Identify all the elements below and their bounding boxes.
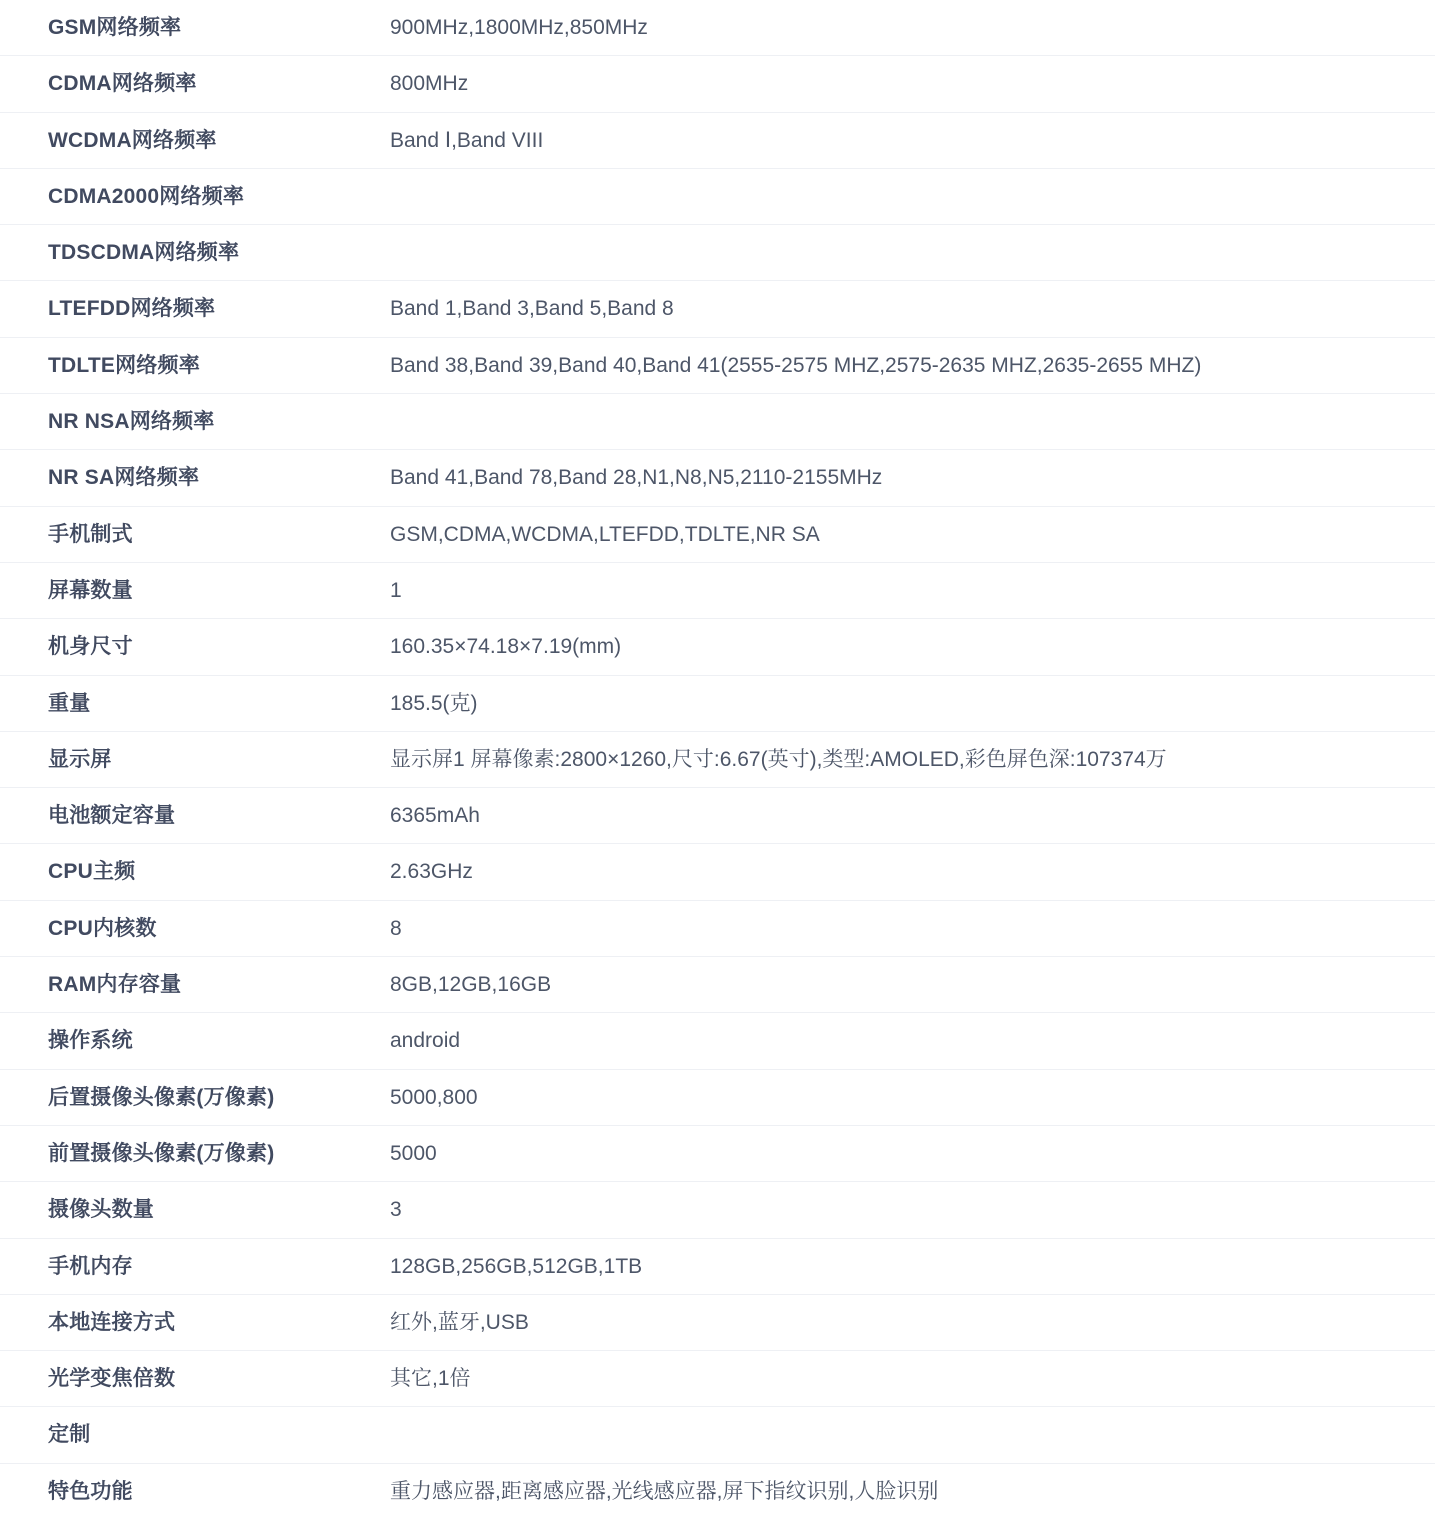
spec-label: 手机内存 <box>48 1254 133 1278</box>
spec-row <box>0 1351 1435 1407</box>
spec-value: 185.5(克) <box>390 691 478 715</box>
spec-row <box>0 788 1435 844</box>
spec-value: 900MHz,1800MHz,850MHz <box>390 16 648 39</box>
spec-row <box>0 1239 1435 1295</box>
spec-row <box>0 1013 1435 1069</box>
spec-label: TDLTE网络频率 <box>48 353 200 377</box>
spec-value: Band 1,Band 3,Band 5,Band 8 <box>390 297 674 321</box>
spec-row <box>0 844 1435 900</box>
spec-value: android <box>390 1029 461 1053</box>
spec-label: 摄像头数量 <box>48 1198 154 1222</box>
spec-value: 红外,蓝牙,USB <box>390 1310 529 1334</box>
spec-row <box>0 619 1435 675</box>
spec-row <box>0 732 1435 788</box>
spec-row <box>0 56 1435 112</box>
spec-row <box>0 1126 1435 1182</box>
spec-row <box>0 169 1435 225</box>
spec-row <box>0 394 1435 450</box>
spec-value <box>390 169 1435 224</box>
spec-value: 3 <box>390 1198 402 1222</box>
spec-value: Band 41,Band 78,Band 28,N1,N8,N5,2110-2155MHz <box>390 466 883 490</box>
spec-label: 显示屏 <box>48 747 112 771</box>
spec-label: 后置摄像头像素(万像素) <box>48 1085 275 1109</box>
spec-value: 其它,1倍 <box>390 1367 471 1391</box>
spec-value: 5000,800 <box>390 1085 478 1109</box>
spec-label: 电池额定容量 <box>48 804 176 828</box>
spec-label: RAM内存容量 <box>48 973 182 997</box>
spec-label: CPU主频 <box>48 860 136 884</box>
spec-label: 特色功能 <box>48 1479 133 1503</box>
spec-row <box>0 0 1435 56</box>
spec-label: NR NSA网络频率 <box>48 410 215 434</box>
spec-value: 重力感应器,距离感应器,光线感应器,屏下指纹识别,人脸识别 <box>390 1479 939 1503</box>
spec-value: 128GB,256GB,512GB,1TB <box>390 1254 643 1278</box>
spec-label: CDMA2000网络频率 <box>48 184 245 208</box>
spec-value: Band 38,Band 39,Band 40,Band 41(2555-2575 MHZ,2575-2635 MHZ,2635-2655 MHZ) <box>390 353 1202 377</box>
spec-value: 1 <box>390 578 402 602</box>
spec-label: 重量 <box>48 691 91 715</box>
spec-row <box>0 1464 1435 1519</box>
spec-value: 800MHz <box>390 72 469 96</box>
spec-value: 2.63GHz <box>390 860 473 884</box>
spec-value: 5000 <box>390 1141 437 1165</box>
spec-value <box>390 225 1435 280</box>
spec-row <box>0 225 1435 281</box>
spec-row <box>0 957 1435 1013</box>
spec-label: 手机制式 <box>48 522 133 546</box>
spec-label: 光学变焦倍数 <box>48 1367 176 1391</box>
spec-row <box>0 281 1435 337</box>
spec-value: 160.35×74.18×7.19(mm) <box>390 635 622 659</box>
spec-value <box>390 1407 1435 1462</box>
spec-row <box>0 1070 1435 1126</box>
spec-value: 8 <box>390 916 402 940</box>
spec-row <box>0 113 1435 169</box>
spec-label: 定制 <box>48 1423 91 1447</box>
spec-row <box>0 1182 1435 1238</box>
spec-label: 屏幕数量 <box>48 578 133 602</box>
spec-value: Band Ⅰ,Band VIII <box>390 128 544 152</box>
spec-label: CDMA网络频率 <box>48 72 197 96</box>
spec-label: NR SA网络频率 <box>48 466 200 490</box>
spec-value: 6365mAh <box>390 804 480 828</box>
spec-row <box>0 338 1435 394</box>
spec-label: GSM网络频率 <box>48 16 182 39</box>
spec-row <box>0 1295 1435 1351</box>
spec-value: 8GB,12GB,16GB <box>390 973 552 997</box>
spec-row <box>0 563 1435 619</box>
spec-row <box>0 450 1435 506</box>
spec-label: LTEFDD网络频率 <box>48 297 216 321</box>
spec-label: 机身尺寸 <box>48 635 133 659</box>
spec-label: TDSCDMA网络频率 <box>48 241 240 265</box>
spec-label: 本地连接方式 <box>48 1310 176 1334</box>
spec-label: 操作系统 <box>48 1029 133 1053</box>
spec-row <box>0 676 1435 732</box>
spec-value: 显示屏1 屏幕像素:2800×1260,尺寸:6.67(英寸),类型:AMOLED,彩色屏色深:107374万 <box>390 747 1167 771</box>
spec-row <box>0 507 1435 563</box>
spec-label: 前置摄像头像素(万像素) <box>48 1141 275 1165</box>
spec-label: WCDMA网络频率 <box>48 128 217 152</box>
spec-label: CPU内核数 <box>48 916 157 940</box>
spec-row <box>0 901 1435 957</box>
spec-value: GSM,CDMA,WCDMA,LTEFDD,TDLTE,NR SA <box>390 522 820 546</box>
spec-row <box>0 1407 1435 1463</box>
spec-value <box>390 394 1435 449</box>
